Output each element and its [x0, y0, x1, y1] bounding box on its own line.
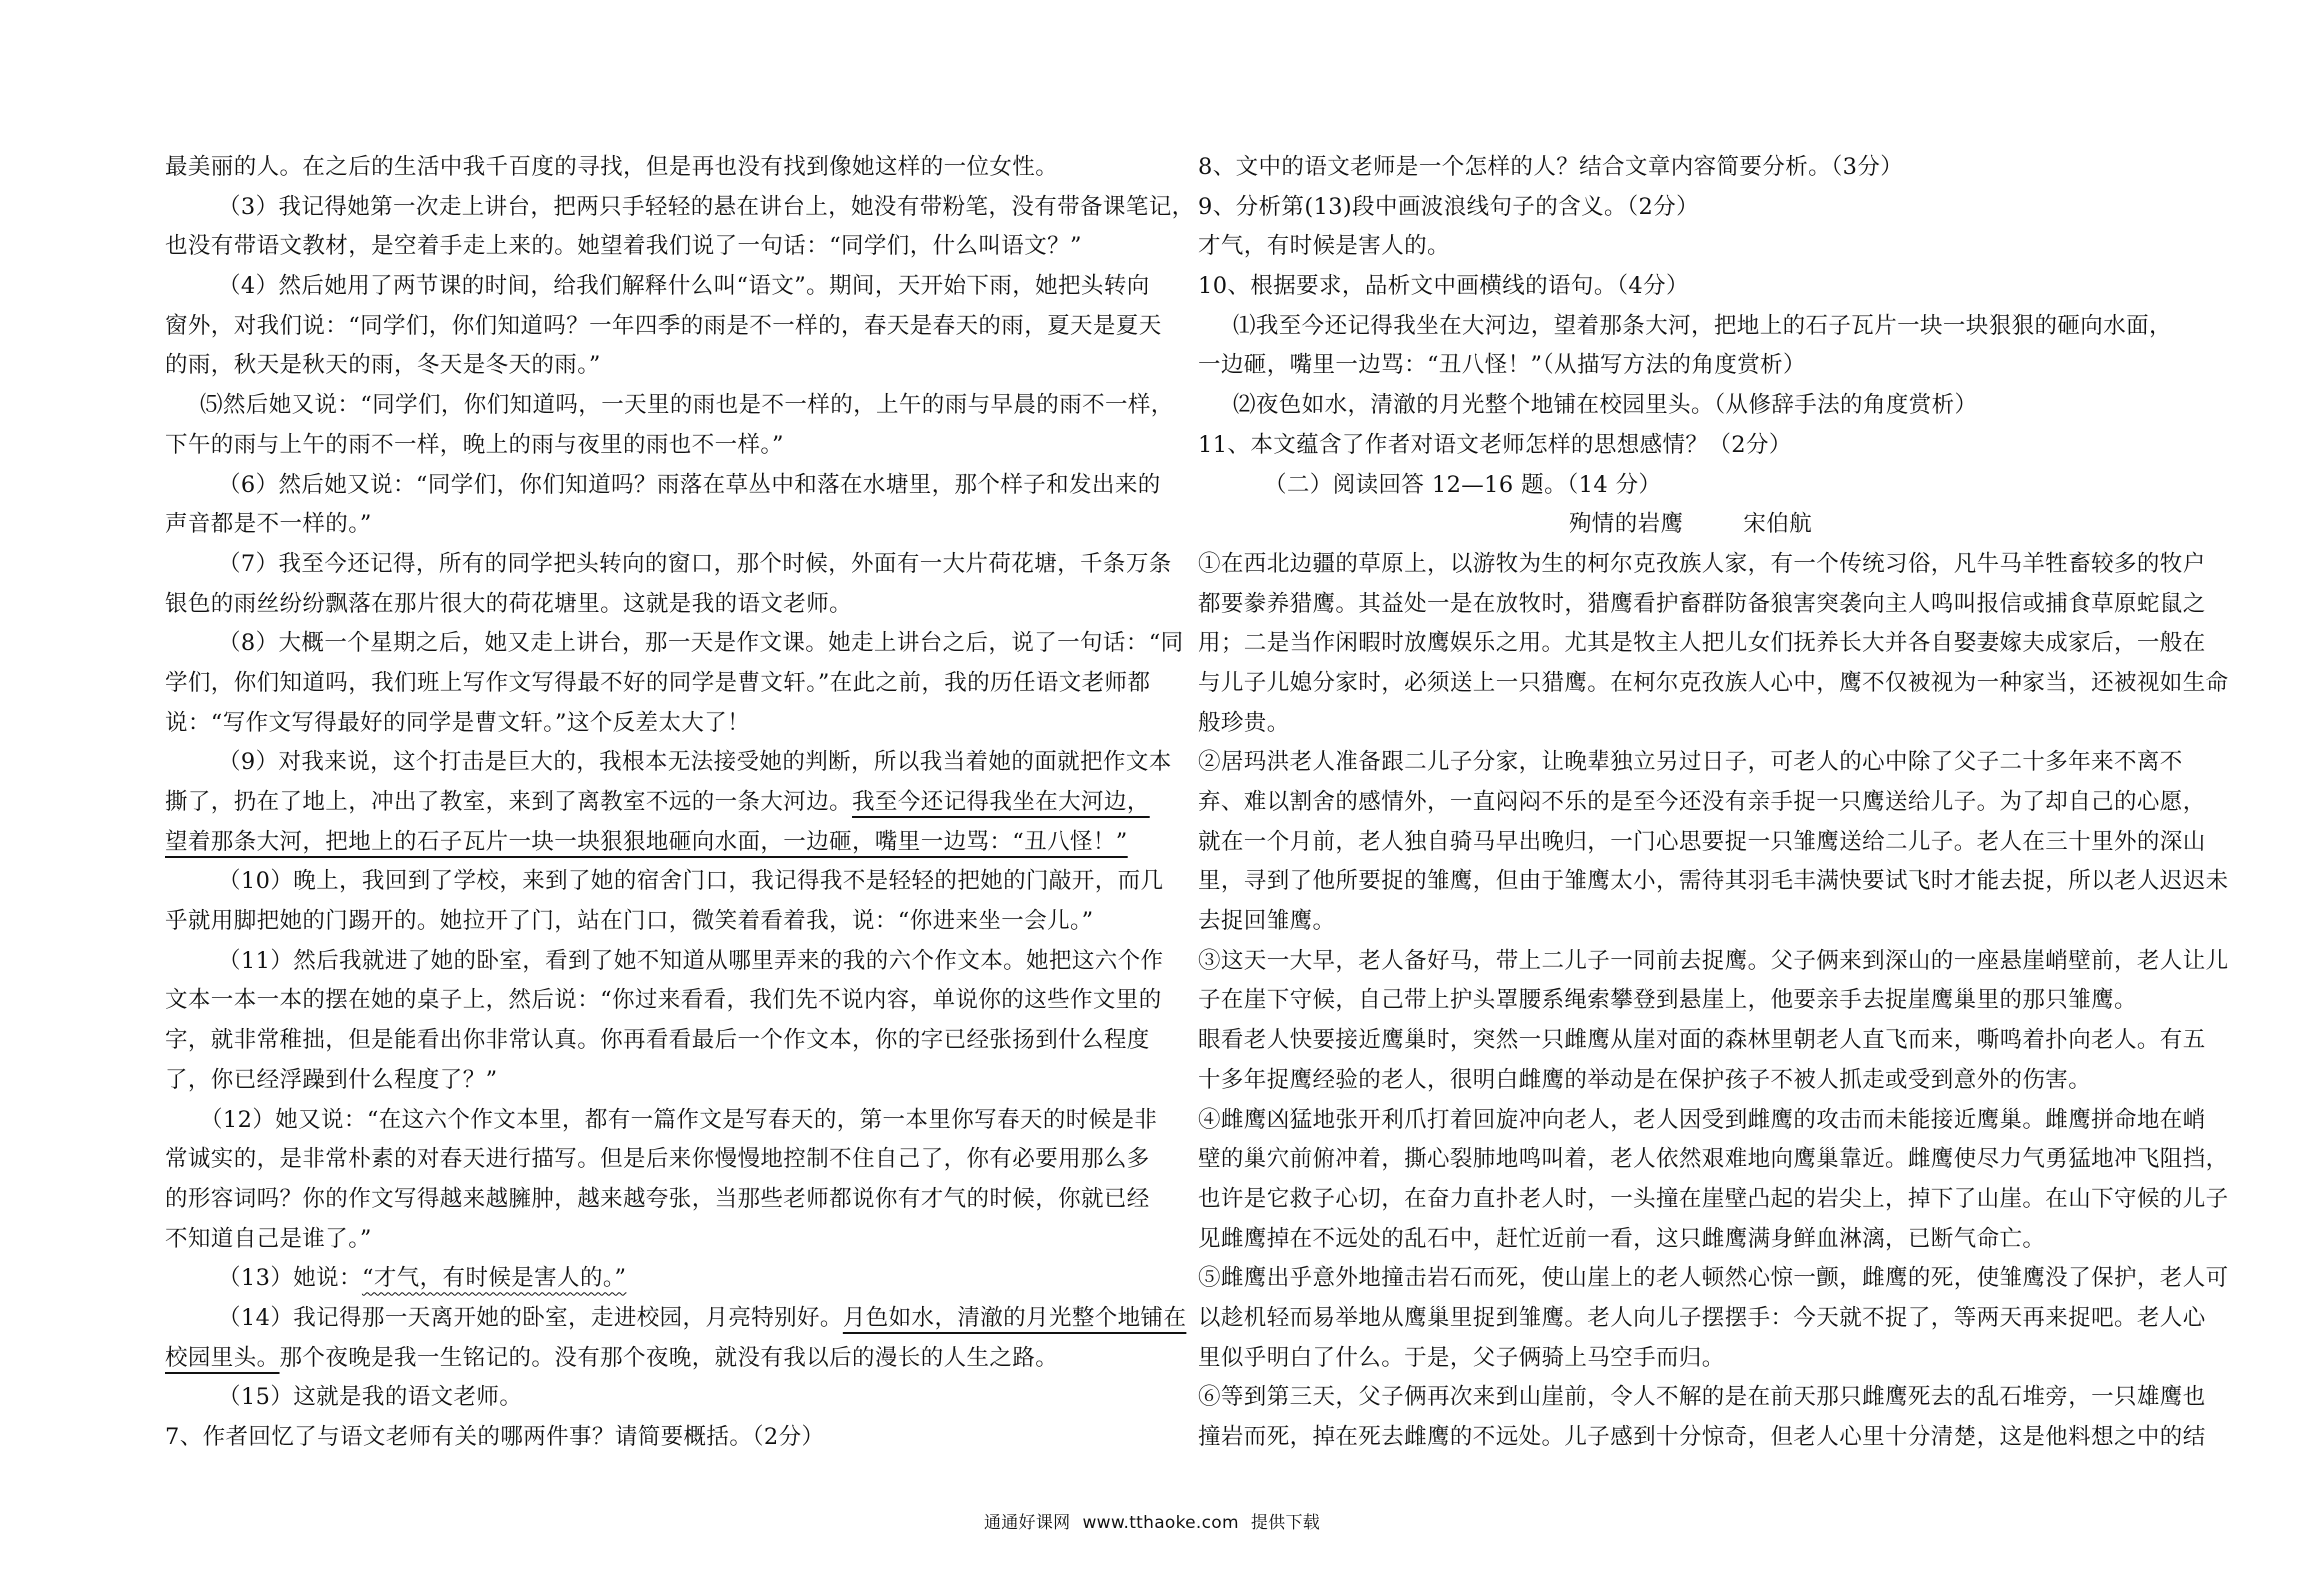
- text-line: 去捉回雏鹰。: [1198, 908, 1336, 935]
- text-line: 说：“写作文写得最好的同学是曹文轩。”这个反差太大了！: [165, 709, 751, 736]
- wavy-underlined-sentence: “才气，有时候是害人的。”: [361, 1265, 627, 1292]
- section-heading: （二）阅读回答 12—16 题。（14 分）: [1264, 471, 1662, 498]
- text-line: （4）然后她用了两节课的时间，给我们解释什么叫“语文”。期间，天开始下雨，她把头转向: [218, 273, 1150, 300]
- text-line: ⑤雌鹰出乎意外地撞击岩石而死，使山崖上的老人顿然心惊一颤，雌鹰的死，使雏鹰没了保护，老人可: [1198, 1265, 2229, 1292]
- footer-site-name: 通通好课网: [983, 1513, 1071, 1533]
- text-line: 窗外，对我们说：“同学们，你们知道吗？一年四季的雨是不一样的，春天是春天的雨，夏天是夏天: [165, 312, 1162, 339]
- text-line: 不知道自己是谁了。”: [165, 1225, 372, 1252]
- underlined-sentence: 校园里头。: [165, 1344, 280, 1371]
- underlined-sentence: 月色如水，清澈的月光整个地铺在: [842, 1304, 1187, 1331]
- text-line: 银色的雨丝纷纷飘落在那片很大的荷花塘里。这就是我的语文老师。: [165, 590, 853, 617]
- article-title-line: [1198, 505, 2183, 545]
- text-line: [165, 1339, 1150, 1379]
- underlined-sentence: 望着那条大河，把地上的石子瓦片一块一块狠狠地砸向水面，一边砸，嘴里一边骂：“丑八怪！”: [165, 828, 1128, 855]
- text-line: [165, 783, 1150, 823]
- text-line: 眼看老人快要接近鹰巢时，突然一只雌鹰从崖对面的森林里朝老人直飞而来，嘶鸣着扑向老人。有五: [1198, 1027, 2206, 1054]
- text-line: 一边砸，嘴里一边骂：“丑八怪！”（从描写方法的角度赏析）: [1198, 352, 1806, 379]
- text-line: 也没有带语文教材，是空着手走上来的。她望着我们说了一句话：“同学们，什么叫语文？”: [165, 233, 1082, 260]
- text-line: 十多年捉鹰经验的老人，很明白雌鹰的举动是在保护孩子不被人抓走或受到意外的伤害。: [1198, 1066, 2092, 1093]
- article-author: 宋伯航: [1743, 511, 1813, 538]
- text-line: 最美丽的人。在之后的生活中我千百度的寻找，但是再也没有找到像她这样的一位女性。: [165, 154, 1059, 180]
- text-line: ④雌鹰凶猛地张开利爪打着回旋冲向老人，老人因受到雌鹰的攻击而未能接近鹰巢。雌鹰拼命地在峭: [1198, 1106, 2206, 1133]
- text-line: 的形容词吗？你的作文写得越来越臃肿，越来越夸张，当那些老师都说你有才气的时候，你就已经: [165, 1185, 1150, 1212]
- question-7: 7、作者回忆了与语文老师有关的哪两件事？请简要概括。（2分）: [165, 1424, 825, 1450]
- underlined-sentence: 我至今还记得我坐在大河边，: [852, 789, 1150, 815]
- text-segment: 那个夜晚是我一生铭记的。没有那个夜晚，就没有我以后的漫长的人生之路。: [279, 1344, 1059, 1371]
- text-line: 学们，你们知道吗，我们班上写作文写得最不好的同学是曹文轩。”在此之前，我的历任语文老师都: [165, 669, 1151, 696]
- text-line: （7）我至今还记得，所有的同学把头转向的窗口，那个时候，外面有一大片荷花塘，千条万条: [218, 550, 1172, 577]
- text-line: 常诚实的，是非常朴素的对春天进行描写。但是后来你慢慢地控制不住自己了，你有必要用那么多: [165, 1146, 1150, 1173]
- text-line: 字，就非常稚拙，但是能看出你非常认真。你再看看最后一个作文本，你的字已经张扬到什么程度: [165, 1027, 1150, 1054]
- text-line: 般珍贵。: [1198, 709, 1290, 736]
- question-8: 8、文中的语文老师是一个怎样的人？结合文章内容简要分析。（3分）: [1198, 154, 1904, 180]
- footer-note: 提供下载: [1250, 1513, 1321, 1533]
- text-line: ②居玛洪老人准备跟二儿子分家，让晚辈独立另过日子，可老人的心中除了父子二十多年来不离不: [1198, 749, 2183, 776]
- text-line: [165, 1299, 1187, 1339]
- text-line: ⑵夜色如水，清澈的月光整个地铺在校园里头。（从修辞手法的角度赏析）: [1233, 392, 1978, 419]
- text-line: ⑥等到第三天，父子俩再次来到山崖前，令人不解的是在前天那只雌鹰死去的乱石堆旁，一只雄鹰也: [1198, 1384, 2206, 1411]
- text-line: 子在崖下守候，自己带上护头罩腰系绳索攀登到悬崖上，他要亲手去捉崖鹰巢里的那只雏鹰。: [1198, 987, 2137, 1014]
- text-line: 的雨，秋天是秋天的雨，冬天是冬天的雨。”: [165, 352, 601, 379]
- text-line: 了，你已经浮躁到什么程度了？”: [165, 1066, 498, 1093]
- text-segment: （13）她说：: [218, 1265, 362, 1292]
- text-line: 乎就用脚把她的门踢开的。她拉开了门，站在门口，微笑着看着我，说：“你进来坐一会儿。”: [165, 908, 1094, 935]
- text-line: （12）她又说：“在这六个作文本里，都有一篇作文是写春天的，第一本里你写春天的时候是非: [200, 1106, 1158, 1133]
- text-line: （11）然后我就进了她的卧室，看到了她不知道从哪里弄来的我的六个作文本。她把这六个作: [218, 947, 1164, 974]
- text-line: ③这天一大早，老人备好马，带上二儿子一同前去捉鹰。父子俩来到深山的一座悬崖峭壁前，老人让儿: [1198, 947, 2229, 974]
- text-line: [165, 1259, 1150, 1299]
- text-line: 用；二是当作闲暇时放鹰娱乐之用。尤其是牧主人把儿女们抚养长大并各自娶妻嫁夫成家后，一般在: [1198, 630, 2206, 657]
- text-line: 就在一个月前，老人独自骑马早出晚归，一门心思要捉一只雏鹰送给二儿子。老人在三十里外的深山: [1198, 828, 2206, 855]
- text-line: 以趁机轻而易举地从鹰巢里捉到雏鹰。老人向儿子摆摆手：今天就不捉了，等两天再来捉吧。老人心: [1198, 1304, 2206, 1331]
- text-line: 声音都是不一样的。”: [165, 511, 372, 538]
- text-line: 也许是它救子心切，在奋力直扑老人时，一头撞在崖壁凸起的岩尖上，掉下了山崖。在山下守候的儿子: [1198, 1185, 2229, 1212]
- text-line: 壁的巢穴前俯冲着，撕心裂肺地鸣叫着，老人依然艰难地向鹰巢靠近。雌鹰使尽力气勇猛地冲飞阻挡，: [1198, 1146, 2229, 1173]
- text-line: 下午的雨与上午的雨不一样，晚上的雨与夜里的雨也不一样。”: [165, 431, 784, 458]
- right-column: [1198, 148, 2229, 1458]
- text-line: ⑴我至今还记得我坐在大河边，望着那条大河，把地上的石子瓦片一块一块狠狠的砸向水面，: [1233, 312, 2172, 339]
- text-line: （3）我记得她第一次走上讲台，把两只手轻轻的悬在讲台上，她没有带粉笔，没有带备课笔记，: [218, 193, 1195, 220]
- text-line: 撞岩而死，掉在死去雌鹰的不远处。儿子感到十分惊奇，但老人心里十分清楚，这是他料想之中的结: [1198, 1424, 2206, 1450]
- footer-url[interactable]: www.tthaoke.com: [1082, 1513, 1239, 1533]
- text-line: 见雌鹰掉在不远处的乱石中，赶忙近前一看，这只雌鹰满身鲜血淋漓，已断气命亡。: [1198, 1225, 2046, 1252]
- text-line: 才气，有时候是害人的。: [1198, 233, 1450, 260]
- text-line: （8）大概一个星期之后，她又走上讲台，那一天是作文课。她走上讲台之后，说了一句话：“同: [218, 630, 1184, 657]
- question-10: 10、根据要求，品析文中画横线的语句。（4分）: [1198, 273, 1689, 300]
- text-line: （6）然后她又说：“同学们，你们知道吗？雨落在草丛中和落在水塘里，那个样子和发出来的: [218, 471, 1161, 498]
- question-9: 9、分析第(13)段中画波浪线句子的含义。（2分）: [1198, 193, 1700, 220]
- text-line: 都要豢养猎鹰。其益处一是在放牧时，猎鹰看护畜群防备狼害突袭向主人鸣叫报信或捕食草原蛇鼠之: [1198, 590, 2206, 617]
- text-line: ①在西北边疆的草原上，以游牧为生的柯尔克孜族人家，有一个传统习俗，凡牛马羊牲畜较多的牧户: [1198, 550, 2206, 577]
- text-line: ⑸然后她又说：“同学们，你们知道吗，一天里的雨也是不一样的，上午的雨与早晨的雨不一样，: [200, 392, 1174, 419]
- text-segment: 撕了，扔在了地上，冲出了教室，来到了离教室不远的一条大河边。: [165, 789, 853, 815]
- text-line: 与儿子儿媳分家时，必须送上一只猎鹰。在柯尔克孜族人心中，鹰不仅被视为一种家当，还被视如生命: [1198, 669, 2229, 696]
- question-11: 11、本文蕴含了作者对语文老师怎样的思想感情？（2分）: [1198, 431, 1792, 458]
- text-line: 弃、难以割舍的感情外，一直闷闷不乐的是至今还没有亲手捉一只鹰送给儿子。为了却自己的心愿，: [1198, 789, 2206, 815]
- text-line: [165, 823, 1150, 863]
- text-line: （10）晚上，我回到了学校，来到了她的宿舍门口，我记得我不是轻轻的把她的门敲开，而几: [218, 868, 1164, 895]
- left-column: [165, 148, 1195, 1458]
- page-footer: [0, 1508, 2304, 1533]
- article-title: 殉情的岩鹰: [1568, 511, 1684, 538]
- text-segment: （14）我记得那一天离开她的卧室，走进校园，月亮特别好。: [218, 1304, 843, 1331]
- text-line: 里似乎明白了什么。于是，父子俩骑上马空手而归。: [1198, 1344, 1725, 1371]
- text-line: （15）这就是我的语文老师。: [218, 1384, 523, 1411]
- text-line: 文本一本一本的摆在她的桌子上，然后说：“你过来看看，我们先不说内容，单说你的这些作文里的: [165, 987, 1162, 1014]
- text-line: （9）对我来说，这个打击是巨大的，我根本无法接受她的判断，所以我当着她的面就把作文本: [218, 749, 1172, 776]
- text-line: 里，寻到了他所要捉的雏鹰，但由于雏鹰太小，需待其羽毛丰满快要试飞时才能去捉，所以老人迟迟未: [1198, 868, 2229, 895]
